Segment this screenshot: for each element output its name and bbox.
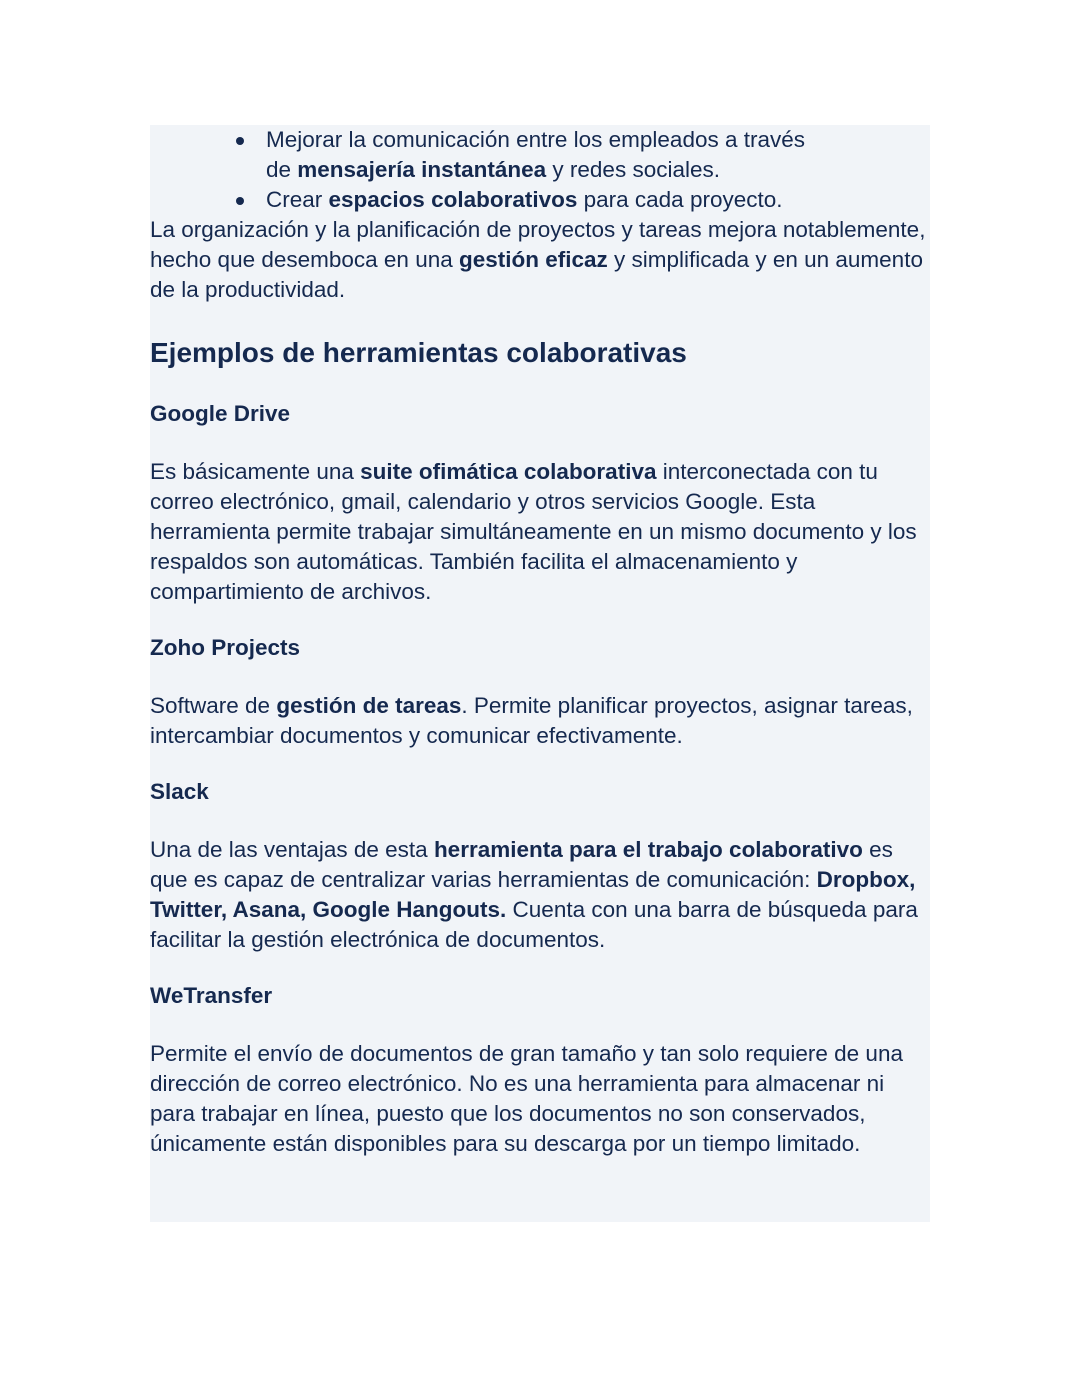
tool-description-zoho-projects: Software de gestión de tareas. Permite planificar proyectos, asignar tareas, intercambiar documentos y comunicar efectivamente. (150, 693, 913, 748)
bullet-item: Crear espacios colaborativos para cada proyecto. (150, 185, 806, 215)
tool-description-google-drive: Es básicamente una suite ofimática colaborativa interconectada con tu correo electrónico, gmail, calendario y otros servicios Google. Esta herramienta permite trabajar simultáneamente en un mismo documento y los respaldos son automáticas. También facilita el almacenamiento y compartimiento de archivos. (150, 459, 917, 604)
tool-title-google-drive: Google Drive (150, 401, 291, 426)
tool-description-wetransfer: Permite el envío de documentos de gran tamaño y tan solo requiere de una dirección de correo electrónico. No es una herramienta para almacenar ni para trabajar en línea, puesto que los documentos no son conservados, únicamente están disponibles para su descarga por un tiempo limitado. (150, 1041, 903, 1156)
tool-title-slack: Slack (150, 779, 209, 804)
tool-description-slack: Una de las ventajas de esta herramienta para el trabajo colaborativo es que es capaz de centralizar varias herramientas de comunicación: Dropbox, Twitter, Asana, Google Hangouts. Cuenta con una barra de búsqueda para facilitar la gestión electrónica de documentos. (150, 837, 918, 952)
bullet-dot-icon (236, 137, 244, 145)
tool-title-zoho-projects: Zoho Projects (150, 635, 301, 660)
bullet-dot-icon (236, 197, 244, 205)
section-heading: Ejemplos de herramientas colaborativas (150, 337, 687, 368)
tool-title-wetransfer: WeTransfer (150, 983, 273, 1008)
intro-paragraph: La organización y la planificación de proyectos y tareas mejora notablemente, hecho que desemboca en una gestión eficaz y simplificada y en un aumento de la productividad. (150, 217, 926, 302)
bullet-item: Mejorar la comunicación entre los empleados a través de mensajería instantánea y redes sociales. (150, 125, 806, 185)
document-content (150, 125, 930, 1159)
bullet-list (150, 125, 930, 215)
